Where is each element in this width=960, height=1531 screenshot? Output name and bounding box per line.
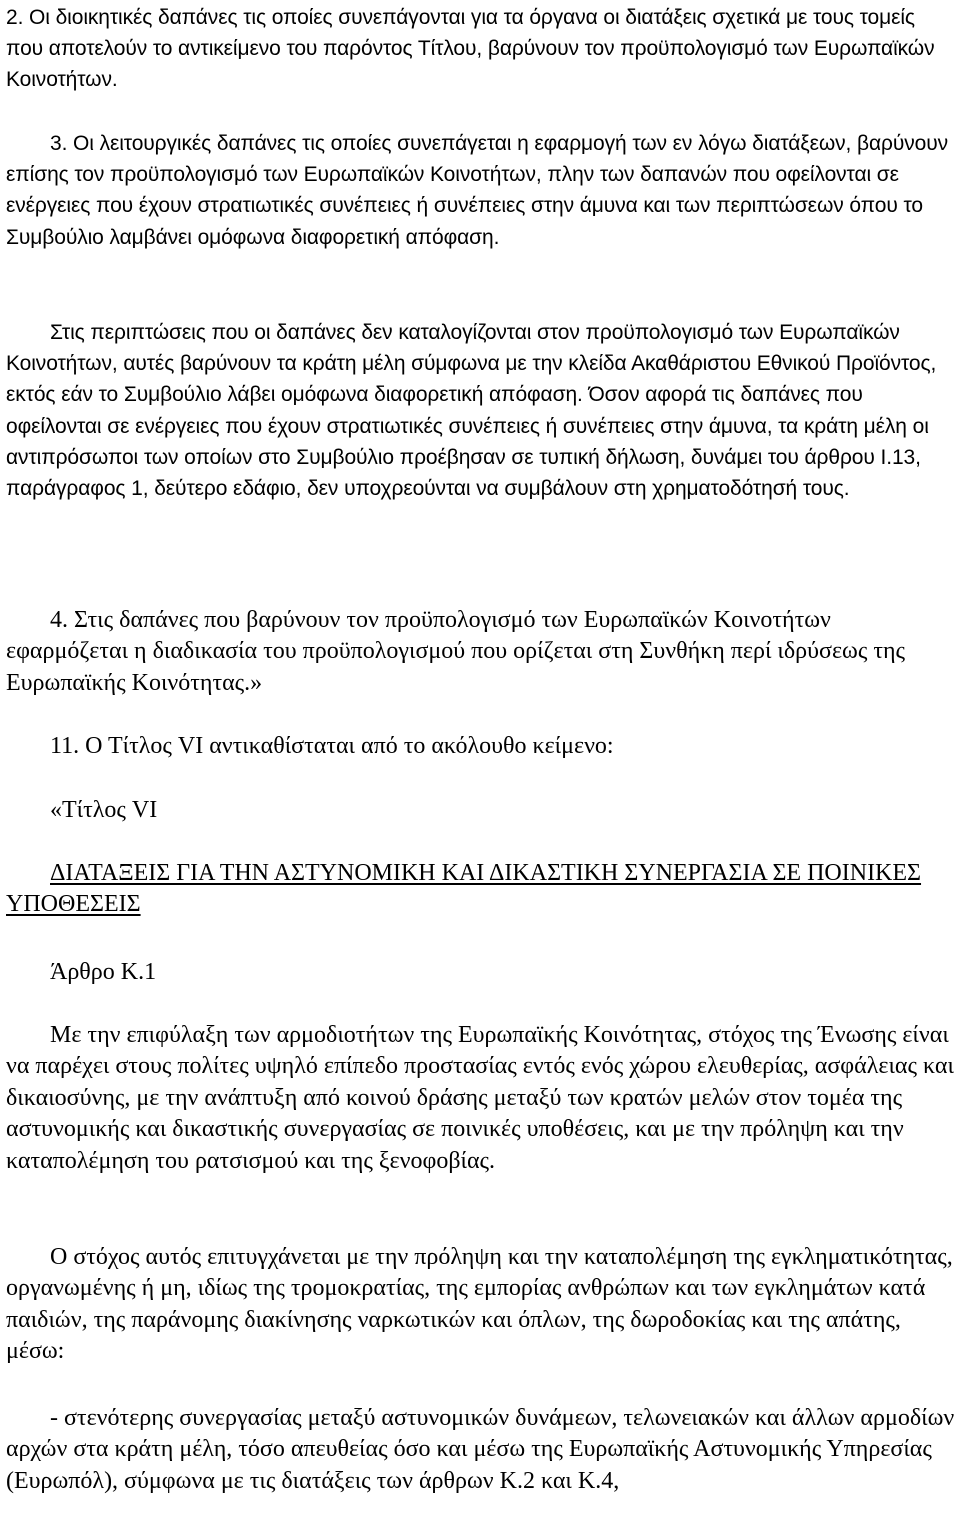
paragraph-4: 4. Στις δαπάνες που βαρύνουν τον προϋπολογισμό των Ευρωπαϊκών Κοινοτήτων εφαρμόζεται η διαδικασία του προϋπολογισμού που ορίζεται στη Συνθήκη περί ιδρύσεως της Ευρωπαϊκής Κοινότητας.»	[6, 607, 906, 696]
article-paragraph-1: Με την επιφύλαξη των αρμοδιοτήτων της Ευρωπαϊκής Κοινότητας, στόχος της Ένωσης είναι να παρέχει στους πολίτες υψηλό επίπεδο προστασίας εντός ενός χώρου ελευθερίας, ασφάλειας και δικαιοσύνης, με την ανάπτυξη από κοινού δράσης μεταξύ των κρατών μελών στον τομέα της αστυνομικής και δικαστικής συνεργασίας σε ποινικές υποθέσεις, και με την πρόληψη και την καταπολέμηση του ρατσισμού και της ξενοφοβίας.	[6, 1022, 954, 1174]
paragraph-3-continued: Στις περιπτώσεις που οι δαπάνες δεν καταλογίζονται στον προϋπολογισμό των Ευρωπαϊκών Κοινοτήτων, αυτές βαρύνουν τα κράτη μέλη σύμφωνα με την κλείδα Ακαθάριστου Εθνικού Προϊόντος, εκτός εάν το Συμβούλιο λάβει ομόφωνα διαφορετική απόφαση. Όσον αφορά τις δαπάνες που οφείλονται σε ενέργειες που έχουν στρατιωτικές συνέπειες ή συνέπειες στην άμυνα, τα κράτη μέλη οι αντιπρόσωποι των οποίων στο Συμβούλιο προέβησαν σε τυπική δήλωση, δυνάμει του άρθρου Ι.13, παράγραφος 1, δεύτερο εδάφιο, δεν υποχρεούνται να συμβάλουν στη χρηματοδότησή τους.	[6, 321, 937, 501]
bullet-item-1: - στενότερης συνεργασίας μεταξύ αστυνομικών δυνάμεων, τελωνειακών και άλλων αρμοδίων αρχών στα κράτη μέλη, τόσο απευθείας όσο και μέσω της Ευρωπαϊκής Αστυνομικής Υπηρεσίας (Ευρωπόλ), σύμφωνα με τις διατάξεις των άρθρων Κ.2 και Κ.4,	[6, 1405, 955, 1494]
paragraph-3: 3. Οι λειτουργικές δαπάνες τις οποίες συνεπάγεται η εφαρμογή των εν λόγω διατάξεων, βαρύνουν επίσης τον προϋπολογισμό των Ευρωπαϊκών Κοινοτήτων, πλην των δαπανών που οφείλονται σε ενέργειες που έχουν στρατιωτικές συνέπειες ή συνέπειες στην άμυνα και των περιπτώσεων όπου το Συμβούλιο λαμβάνει ομόφωνα διαφορετική απόφαση.	[6, 132, 949, 249]
article-title: Άρθρο Κ.1	[50, 959, 157, 985]
item-11: 11. Ο Τίτλος VI αντικαθίσταται από το ακόλουθο κείμενο:	[50, 733, 614, 759]
paragraph-2: 2. Οι διοικητικές δαπάνες τις οποίες συνεπάγονται για τα όργανα οι διατάξεις σχετικά με τους τομείς που αποτελούν το αντικείμενο του παρόντος Τίτλου, βαρύνουν τον προϋπολογισμό των Ευρωπαϊκών Κοινοτήτων.	[6, 6, 935, 92]
article-paragraph-2: Ο στόχος αυτός επιτυγχάνεται με την πρόληψη και την καταπολέμηση της εγκληματικότητας, οργανωμένης ή μη, ιδίως της τρομοκρατίας, της εμπορίας ανθρώπων και των εγκλημάτων κατά παιδιών, της παράνομης διακίνησης ναρκωτικών και όπλων, της δωροδοκίας και της απάτης, μέσω:	[6, 1244, 953, 1365]
section-heading: ΔΙΑΤΑΞΕΙΣ ΓΙΑ ΤΗΝ ΑΣΤΥΝΟΜΙΚΗ ΚΑΙ ΔΙΚΑΣΤΙΚΗ ΣΥΝΕΡΓΑΣΙΑ ΣΕ ΠΟΙΝΙΚΕΣ ΥΠΟΘΕΣΕΙΣ	[6, 860, 922, 918]
title-vi: «Τίτλος VI	[50, 797, 158, 823]
